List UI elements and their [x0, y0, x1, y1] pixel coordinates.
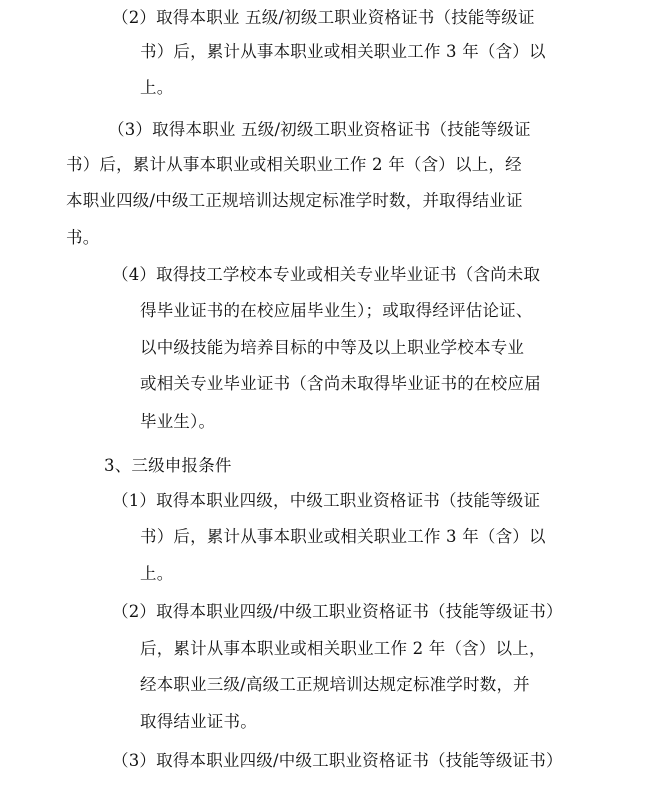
text-line: （3）取得本职业 五级/初级工职业资格证书（技能等级证 — [108, 120, 531, 139]
text-line: 经本职业三级/高级工正规培训达规定标准学时数，并 — [140, 675, 530, 694]
text-line: （2）取得本职业四级/中级工职业资格证书（技能等级证书） — [112, 602, 563, 621]
text-line: 书。 — [66, 228, 100, 247]
text-line: （3）取得本职业四级/中级工职业资格证书（技能等级证书） — [112, 751, 563, 770]
text-line: 取得结业证书。 — [140, 712, 257, 731]
text-line: 上。 — [140, 564, 174, 583]
text-line: 书）后，累计从事本职业或相关职业工作 3 年（含）以 — [140, 527, 546, 546]
text-line: 得毕业证书的在校应届毕业生）；或取得经评估论证、 — [140, 301, 533, 320]
text-line: 后，累计从事本职业或相关职业工作 2 年（含）以上， — [140, 639, 546, 658]
text-line: （2）取得本职业 五级/初级工职业资格证书（技能等级证 — [112, 8, 535, 27]
text-line: 毕业生）。 — [140, 412, 216, 431]
text-line: 上。 — [140, 78, 174, 97]
text-line: 本职业四级/中级工正规培训达规定标准学时数，并取得结业证 — [66, 191, 523, 210]
text-line: （4）取得技工学校本专业或相关专业毕业证书（含尚未取 — [112, 265, 541, 284]
text-line: （1）取得本职业四级，中级工职业资格证书（技能等级证 — [112, 491, 541, 510]
text-line: 书）后，累计从事本职业或相关职业工作 3 年（含）以 — [140, 42, 546, 61]
text-line: 书）后，累计从事本职业或相关职业工作 2 年（含）以上，经 — [66, 155, 522, 174]
text-line: 以中级技能为培养目标的中等及以上职业学校本专业 — [140, 338, 525, 357]
text-line: 或相关专业毕业证书（含尚未取得毕业证书的在校应届 — [140, 374, 541, 393]
section-heading: 3、三级申报条件 — [104, 456, 232, 475]
